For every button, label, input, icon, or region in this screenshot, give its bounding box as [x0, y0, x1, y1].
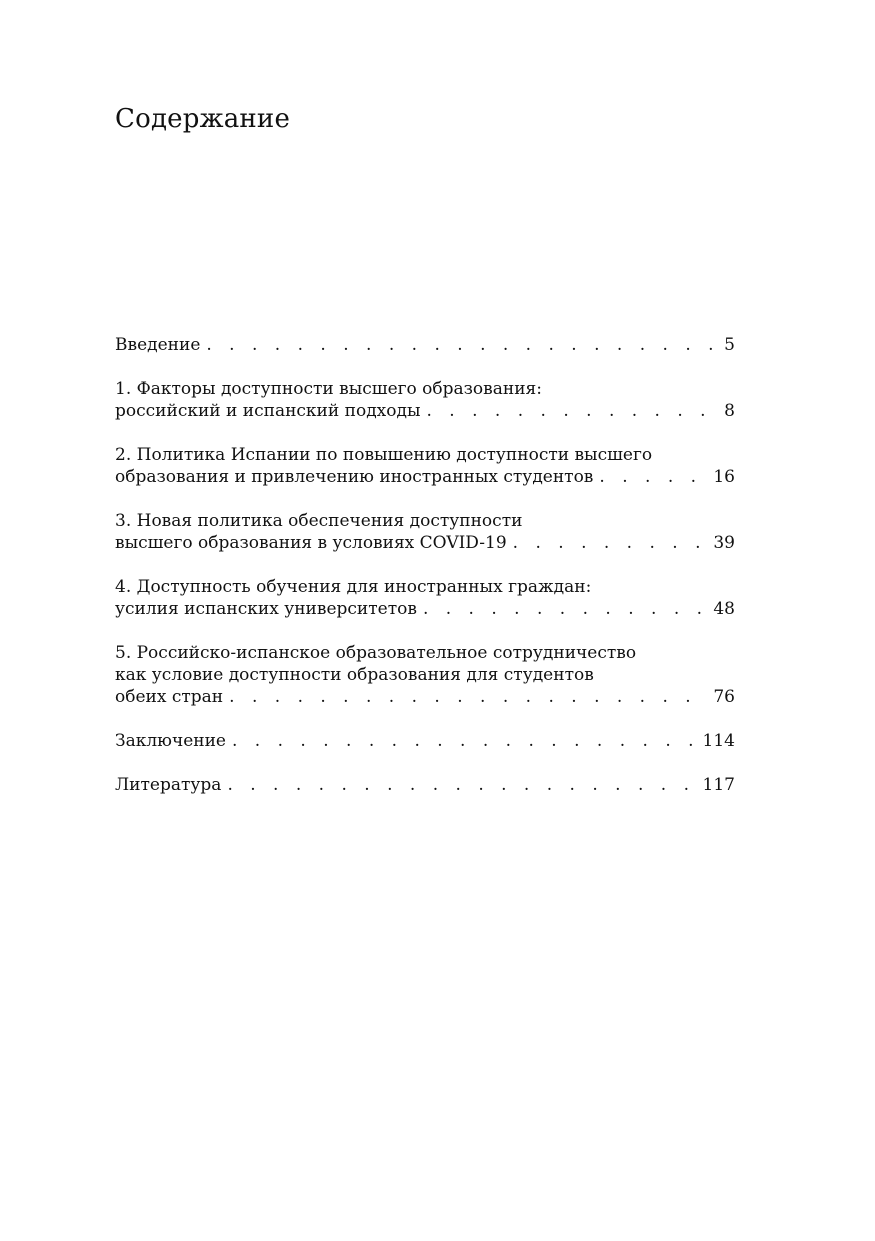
toc-entry-title: 1. Факторы доступности высшего образования: — [115, 379, 542, 399]
toc-page-number: 76 — [713, 687, 735, 707]
toc-page-number: 117 — [702, 775, 735, 795]
toc-entry-chapter-5[interactable] — [115, 642, 735, 708]
toc-entry-references[interactable] — [115, 774, 735, 796]
toc-entry-title: российский и испанский подходы — [115, 401, 421, 421]
toc-entry-title: образования и привлечению иностранных студентов — [115, 467, 594, 487]
toc-entry-title: усилия испанских университетов — [115, 599, 417, 619]
toc-entry-title: 5. Российско-испанское образовательное сотрудничество — [115, 643, 637, 663]
toc-page-number: 5 — [724, 335, 735, 355]
toc-leader-dots — [206, 334, 718, 356]
toc-leader-dots — [513, 532, 708, 554]
toc-leader-dots — [229, 686, 707, 708]
page-title: Содержание — [115, 104, 291, 134]
toc-entry-title: обеих стран — [115, 687, 224, 707]
toc-leader-dots — [599, 466, 707, 488]
toc-entry-title: Введение — [115, 335, 201, 355]
toc-entry-title: 3. Новая политика обеспечения доступности — [115, 511, 523, 531]
toc-entry-title: Литература — [115, 775, 222, 795]
toc-page-number: 114 — [702, 731, 735, 751]
toc-page-number: 39 — [713, 533, 735, 553]
toc-entry-chapter-3[interactable] — [115, 510, 735, 554]
toc-entry-chapter-2[interactable] — [115, 444, 735, 488]
toc-leader-dots — [232, 730, 697, 752]
toc-leader-dots — [423, 598, 707, 620]
toc-entry-conclusion[interactable] — [115, 730, 735, 752]
toc-entry-title: 4. Доступность обучения для иностранных граждан: — [115, 577, 592, 597]
toc-page-number: 48 — [713, 599, 735, 619]
toc-page-number: 8 — [724, 401, 735, 421]
toc-page-number: 16 — [713, 467, 735, 487]
toc-entry-title: 2. Политика Испании по повышению доступности высшего — [115, 445, 653, 465]
toc-entry-title: Заключение — [115, 731, 226, 751]
toc-leader-dots — [227, 774, 696, 796]
toc-entry-title: высшего образования в условиях COVID-19 — [115, 533, 507, 553]
table-of-contents — [115, 334, 735, 818]
toc-entry-introduction[interactable] — [115, 334, 735, 356]
toc-entry-title: как условие доступности образования для студентов — [115, 665, 594, 685]
toc-entry-chapter-4[interactable] — [115, 576, 735, 620]
toc-entry-chapter-1[interactable] — [115, 378, 735, 422]
toc-leader-dots — [426, 400, 718, 422]
